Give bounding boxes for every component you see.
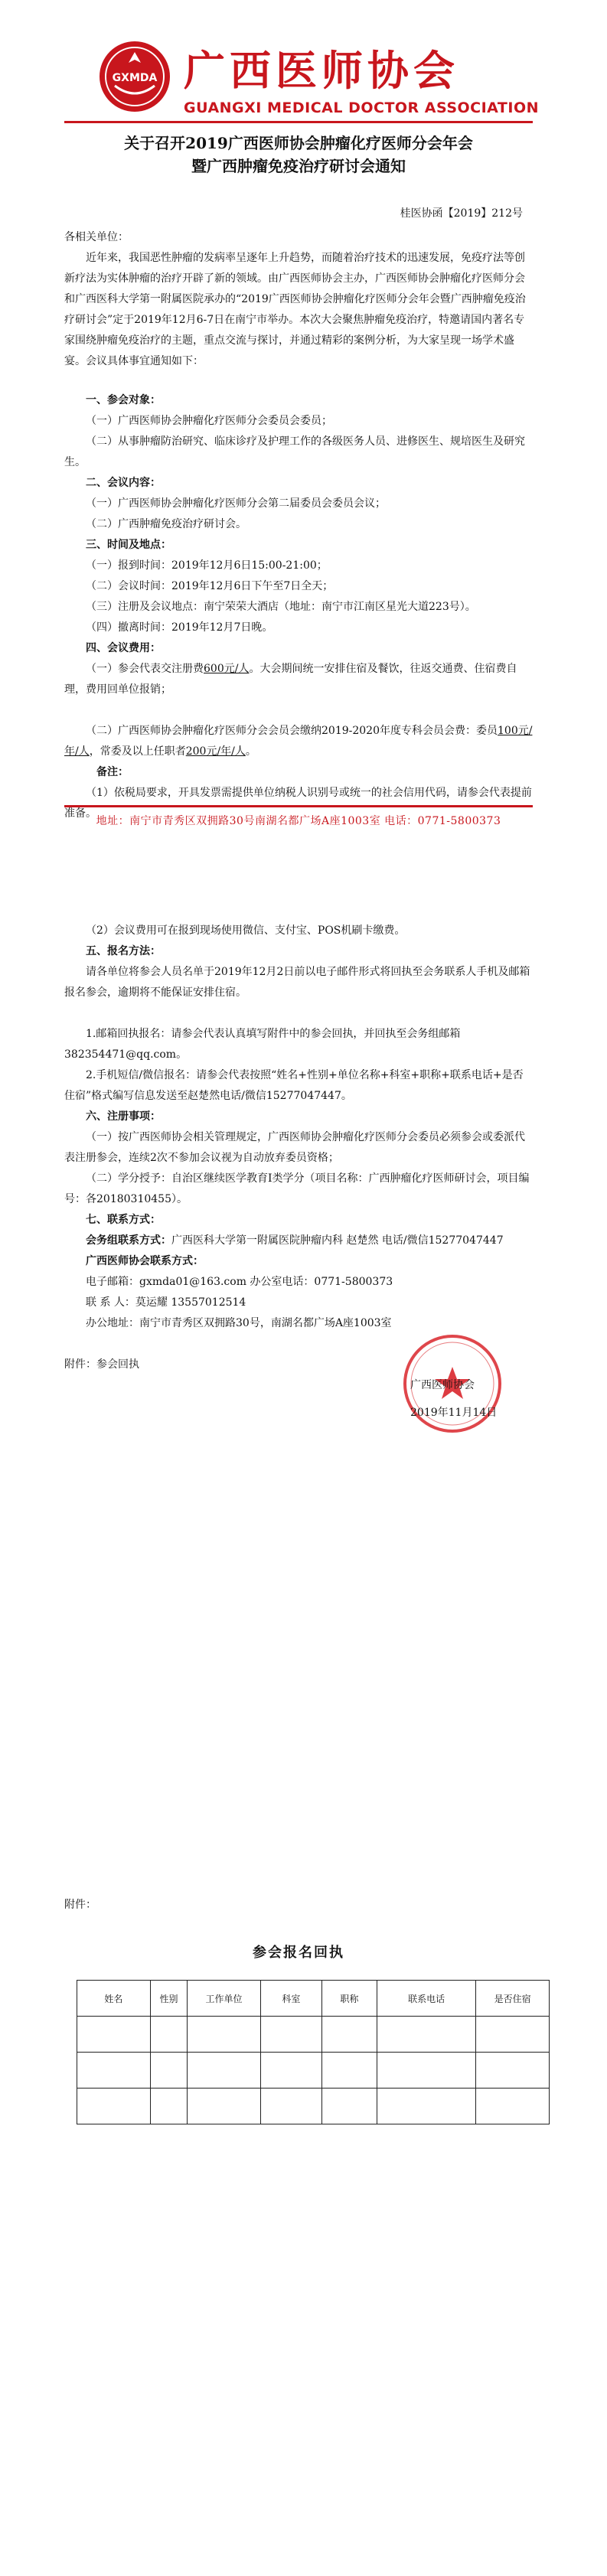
fee-text: （二）广西医师协会肿瘤化疗医师分会会员会缴纳2019-2020年度专科会员会费：委员 [86, 725, 498, 737]
form-title: 参会报名回执 [253, 1945, 344, 1961]
column-header: 姓名 [77, 1981, 151, 2017]
senior-member-fee: 200元/年/人 [185, 745, 246, 758]
footer-address: 地址：南宁市青秀区双拥路30号南湖名都广场A座1003室 电话：0771-5800373 [96, 815, 501, 827]
form-cell[interactable] [188, 2089, 261, 2124]
registration-paragraph: 请各单位将参会人员名单于2019年12月2日前以电子邮件形式将回执至会务联系人手机及邮箱报名参会，逾期将不能保证安排住宿。 [64, 966, 530, 999]
form-cell[interactable] [377, 2017, 475, 2053]
org-name-cn: 广西医师协会 [184, 46, 459, 95]
sms-registration: 2.手机短信/微信报名：请参会代表按照“姓名+性别+单位名称+科室+职称+联系电话+是否住宿”格式编写信息发送至赵楚然电话/微信15277047447。 [64, 1069, 524, 1102]
logo-text: GXMDA [112, 72, 158, 84]
note-2: （2）会议费用可在报到现场使用微信、支付宝、POS机刷卡缴费。 [86, 924, 406, 937]
registration-rule-2: （二）学分授予：自治区继续医学教育I类学分（项目名称：广西肿瘤化疗医师研讨会，项目编号：各20180310455）。 [64, 1172, 530, 1205]
table-header-row [77, 1981, 550, 2017]
organizer-contact [64, 1231, 533, 1251]
association-contact-label: 广西医师协会联系方式： [86, 1255, 204, 1267]
section-2-item: （二）广西肿瘤免疫治疗研讨会。 [86, 518, 246, 530]
section-3-item: （二）会议时间：2019年12月6日下午至7日全天； [86, 580, 334, 592]
form-cell[interactable] [321, 2089, 377, 2124]
form-cell[interactable] [77, 2053, 151, 2089]
fee-paragraph-1 [64, 659, 533, 700]
section-3-item: （四）撤离时间：2019年12月7日晚。 [86, 621, 273, 634]
section-1-heading: 一、参会对象： [86, 394, 161, 406]
form-cell[interactable] [377, 2053, 475, 2089]
section-7-heading: 七、联系方式： [86, 1214, 161, 1226]
form-cell[interactable] [476, 2017, 550, 2053]
title-line-1: 关于召开2019广西医师协会肿瘤化疗医师分会年会 [124, 134, 473, 152]
form-cell[interactable] [260, 2017, 321, 2053]
signature-org: 广西医师协会 [410, 1379, 475, 1391]
form-cell[interactable] [260, 2089, 321, 2124]
form-cell[interactable] [150, 2089, 187, 2124]
form-cell[interactable] [150, 2017, 187, 2053]
organizer-contact-label: 会务组联系方式： [86, 1234, 171, 1247]
section-4-heading: 四、会议费用： [86, 642, 161, 654]
footer-rule [64, 805, 533, 807]
registration-rule-1: （一）按广西医师协会相关管理规定，广西医师协会肿瘤化疗医师分会委员必须参会或委派代表注册参会，连续2次不参加会议视为自动放弃委员资格； [64, 1131, 525, 1164]
table-row [77, 2089, 550, 2124]
organizer-contact-value: 广西医科大学第一附属医院肿瘤内科 赵楚然 电话/微信15277047447 [171, 1234, 504, 1247]
form-cell[interactable] [377, 2089, 475, 2124]
office-address: 办公地址：南宁市青秀区双拥路30号，南湖名都广场A座1003室 [86, 1317, 392, 1329]
email-registration: 1.邮箱回执报名：请参会代表认真填写附件中的参会回执，并回执至会务组邮箱382354471@qq.com。 [64, 1028, 461, 1061]
document-number: 桂医协函【2019】212号 [400, 207, 523, 220]
section-2-item: （一）广西医师协会肿瘤化疗医师分会第二届委员会委员会议； [86, 497, 386, 510]
fee-text: （一）参会代表交注册费 [86, 663, 204, 675]
signature-date: 2019年11月14日 [410, 1407, 498, 1419]
letterhead-rule [64, 121, 533, 123]
fee-text: ，常委及以上任职者 [89, 745, 186, 758]
registration-form-table [77, 1980, 550, 2124]
registration-fee: 600元/人 [204, 663, 250, 675]
form-cell[interactable] [188, 2053, 261, 2089]
signature-block [410, 1371, 497, 1427]
form-cell[interactable] [77, 2089, 151, 2124]
section-2-heading: 二、会议内容： [86, 477, 161, 489]
column-header: 工作单位 [188, 1981, 261, 2017]
member-fee: 100元/年/人 [64, 725, 533, 758]
column-header: 科室 [260, 1981, 321, 2017]
form-cell[interactable] [150, 2053, 187, 2089]
form-cell[interactable] [476, 2053, 550, 2089]
fee-paragraph-2 [64, 721, 533, 762]
attachment-note: 附件：参会回执 [64, 1358, 139, 1371]
org-name-en: GUANGXI MEDICAL DOCTOR ASSOCIATION [184, 99, 539, 116]
column-header: 职称 [321, 1981, 377, 2017]
section-6-heading: 六、注册事项： [86, 1110, 161, 1123]
form-cell[interactable] [476, 2089, 550, 2124]
section-3-item: （三）注册及会议地点：南宁荣荣大酒店（地址：南宁市江南区星光大道223号）。 [86, 601, 476, 613]
column-header: 是否住宿 [476, 1981, 550, 2017]
attachment-heading: 附件： [64, 1899, 96, 1911]
salutation: 各相关单位： [64, 231, 129, 243]
note-label: 备注： [96, 766, 129, 778]
section-1-item: （二）从事肿瘤防治研究、临床诊疗及护理工作的各级医务人员、进修医生、规培医生及研究生。 [64, 435, 525, 468]
form-cell[interactable] [77, 2017, 151, 2053]
section-1-item: （一）广西医师协会肿瘤化疗医师分会委员会委员； [86, 415, 332, 427]
title-line-2: 暨广西肿瘤免疫治疗研讨会通知 [191, 157, 406, 175]
table-row [77, 2017, 550, 2053]
note-1: （1）依税局要求，开具发票需提供单位纳税人识别号或统一的社会信用代码，请参会代表提前准备。 [64, 787, 532, 820]
section-3-heading: 三、时间及地点： [86, 539, 171, 551]
fee-text: 。 [245, 745, 256, 758]
section-3-item: （一）报到时间：2019年12月6日15:00-21:00； [86, 559, 328, 572]
form-cell[interactable] [260, 2053, 321, 2089]
association-logo [98, 40, 171, 113]
contact-person: 联 系 人：莫运耀 13557012514 [86, 1296, 246, 1309]
form-cell[interactable] [188, 2017, 261, 2053]
contact-email: 电子邮箱：gxmda01@163.com 办公室电话：0771-5800373 [86, 1276, 393, 1288]
fee-text: 。大会期间统一安排住宿及餐饮，往返交通费、住宿费自理，费用回单位报销； [64, 663, 517, 696]
form-cell[interactable] [321, 2017, 377, 2053]
table-row [77, 2053, 550, 2089]
section-5-heading: 五、报名方法： [86, 945, 161, 957]
intro-paragraph: 近年来，我国恶性肿瘤的发病率呈逐年上升趋势，而随着治疗技术的迅速发展，免疫疗法等创新疗法为实体肿瘤的治疗开辟了新的领域。由广西医师协会主办，广西医师协会肿瘤化疗医师分会和广西医科大学第一附属医院承办的“2019广西医师协会肿瘤化疗医师分会年会暨广西肿瘤免疫治疗研讨会”定于2019年12月6-7日在南宁市举办。本次大会聚焦肿瘤免疫治疗，特邀请国内著名专家围绕肿瘤免疫治疗的主题，重点交流与探讨，并通过精彩的案例分析，为大家呈现一场学术盛宴。会议具体事宜通知如下： [64, 252, 526, 367]
form-cell[interactable] [321, 2053, 377, 2089]
column-header: 联系电话 [377, 1981, 475, 2017]
column-header: 性别 [150, 1981, 187, 2017]
